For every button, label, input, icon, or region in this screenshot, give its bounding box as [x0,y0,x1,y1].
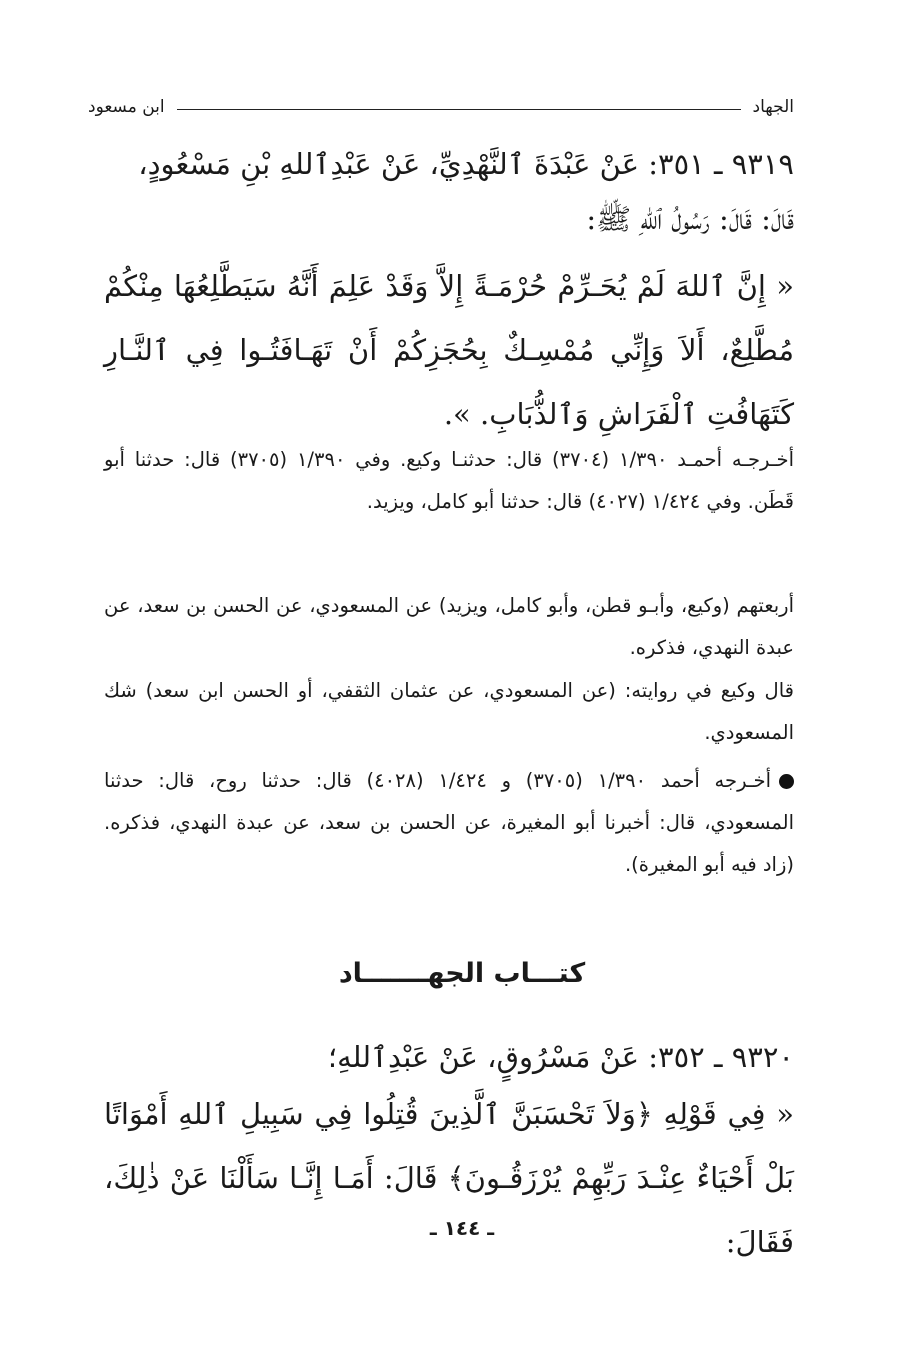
takhrij-paragraph-4-text: أخـرجه أحمد ١/٣٩٠ (٣٧٠٥) و ١/٤٢٤ (٤٠٢٨) قال: حدثنا روح، قال: حدثنا المسعودي، قال: أخبرنا أبو المغيرة، عن الحسن بن سعد، عن عبدة النهدي، فذكره. (زاد فيه أبو المغيرة). [104,769,794,876]
page-number: ـ ١٤٤ ـ [429,1216,495,1240]
bullet-icon [779,774,794,789]
hadith-9320-isnad [104,1030,794,1085]
takhrij-paragraph-2: أربعتهم (وكيع، وأبـو قطن، وأبو كامل، ويزيد) عن المسعودي، عن الحسن بن سعد، عن عبدة النهدي، فذكره. [104,594,794,659]
book-title: كتـــاب الجهـــــــاد [338,958,586,989]
hadith-9319-isnad [104,137,794,247]
running-header [88,92,794,122]
hadith-9320-line1: ٩٣٢٠ ـ ٣٥٢: عَنْ مَسْرُوقٍ، عَنْ عَبْدِٱللهِ؛ [327,1040,794,1074]
header-narrator: ابن مسعود [88,97,165,117]
header-chapter: الجهاد [752,97,794,117]
takhrij-paragraph-4 [104,760,794,886]
hadith-9319-matn: « إِنَّ ٱللهَ لَمْ يُحَـرِّمْ حُرْمَـةً إِلاَّ وَقَدْ عَلِمَ أَنَّهُ سَيَطَّلِعُهَا مِنْكُمْ مُطَّلِعٌ، أَلاَ وَإِنِّي مُمْسِـكٌ بِحُجَزِكُمْ أَنْ تَهَـافَتُـوا فِي ٱلنَّـارِ كَتَهَافُتِ ٱلْفَرَاشِ وَٱلذُّبَابِ. ». [104,269,794,431]
hadith-9320-matn: « فِي قَوْلِهِ ﴿وَلاَ تَحْسَبَنَّ ٱلَّذِينَ قُتِلُوا فِي سَبِيلِ ٱللهِ أَمْوَاتًا بَلْ أَحْيَاءٌ عِنْـدَ رَبِّهِمْ يُرْزَقُـونَ﴾ قَالَ: أَمَـا إِنَّـا سَأَلْنَا عَنْ ذٰلِكَ، فَقَالَ: [104,1097,794,1259]
takhrij-paragraph-3: قال وكيع في روايته: (عن المسعودي، عن عثمان الثقفي، أو الحسن ابن سعد) شك المسعودي. [104,679,794,744]
hadith-9319-line1: ٩٣١٩ ـ ٣٥١: عَنْ عَبْدَةَ ٱلنَّهْدِيِّ، عَنْ عَبْدِٱللهِ بْنِ مَسْعُودٍ، [138,147,794,181]
takhrij-paragraph-1: أخـرجـه أحمـد ١/٣٩٠ (٣٧٠٤) قال: حدثنـا وكيع. وفي ١/٣٩٠ (٣٧٠٥) قال: حدثنا أبو قَطَن. وفي ١/٤٢٤ (٤٠٢٧) قال: حدثنا أبو كامل، ويزيد. [104,448,795,513]
header-rule [177,109,741,110]
hadith-9319-line2: قَالَ: قَالَ: رَسُولُ ٱللهِ ﷺ: [586,202,794,236]
